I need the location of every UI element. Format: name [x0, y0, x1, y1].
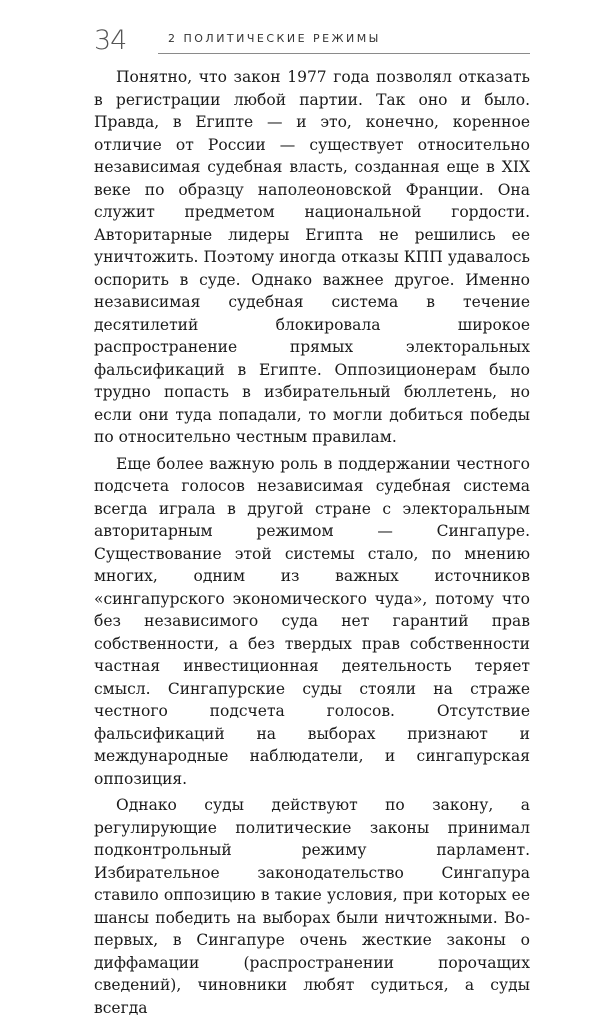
paragraph-1: Понятно, что закон 1977 года позволял отказать в регистрации любой партии. Так оно и было. Правда, в Египте — и это, конечно, коренное отличие от России — существует относительно независимая судебная власть, созданная еще в XIX веке по образцу наполеоновской Франции. Она служит предметом национальной гордости. Авторитарные лидеры Египта не решились ее уничтожить. Поэтому иногда отказы КПП удавалось оспорить в суде. Однако важнее другое. Именно независимая судебная система в течение десятилетий блокировала широкое распространение прямых электоральных фальсификаций в Египте. Оппозиционерам было трудно попасть в избирательный бюллетень, но если они туда попадали, то могли добиться победы по относительно честным правилам.: [94, 68, 530, 446]
running-header: [94, 26, 530, 56]
paragraph-2: Еще более важную роль в поддержании честного подсчета голосов независимая судебная система всегда играла в другой стране с электоральным авторитарным режимом — Сингапуре. Существование этой системы стало, по мнению многих, одним из важных источников «сингапурского экономического чуда», потому что без независимого суда нет гарантий прав собственности, а без твердых прав собственности частная инвестиционная деятельность теряет смысл. Сингапурские суды стояли на страже честного подсчета голосов. Отсутствие фальсификаций на выборах признают и международные наблюдатели, и сингапурская оппозиция.: [94, 454, 530, 788]
paragraph-3: Однако суды действуют по закону, а регулирующие политические законы принимал подконтрольный режиму парламент. Избирательное законодательство Сингапура ставило оппозицию в такие условия, при которых ее шансы победить на выборах были ничтожными. Во-первых, в Сингапуре очень жесткие законы о диффамации (распространении порочащих сведений), чиновники любят судиться, а суды всегда: [94, 796, 530, 1017]
running-title: 2 ПОЛИТИЧЕСКИЕ РЕЖИМЫ: [168, 32, 381, 45]
body-text: [94, 66, 530, 1023]
page-number: 34: [94, 25, 127, 56]
header-rule: [158, 53, 530, 54]
